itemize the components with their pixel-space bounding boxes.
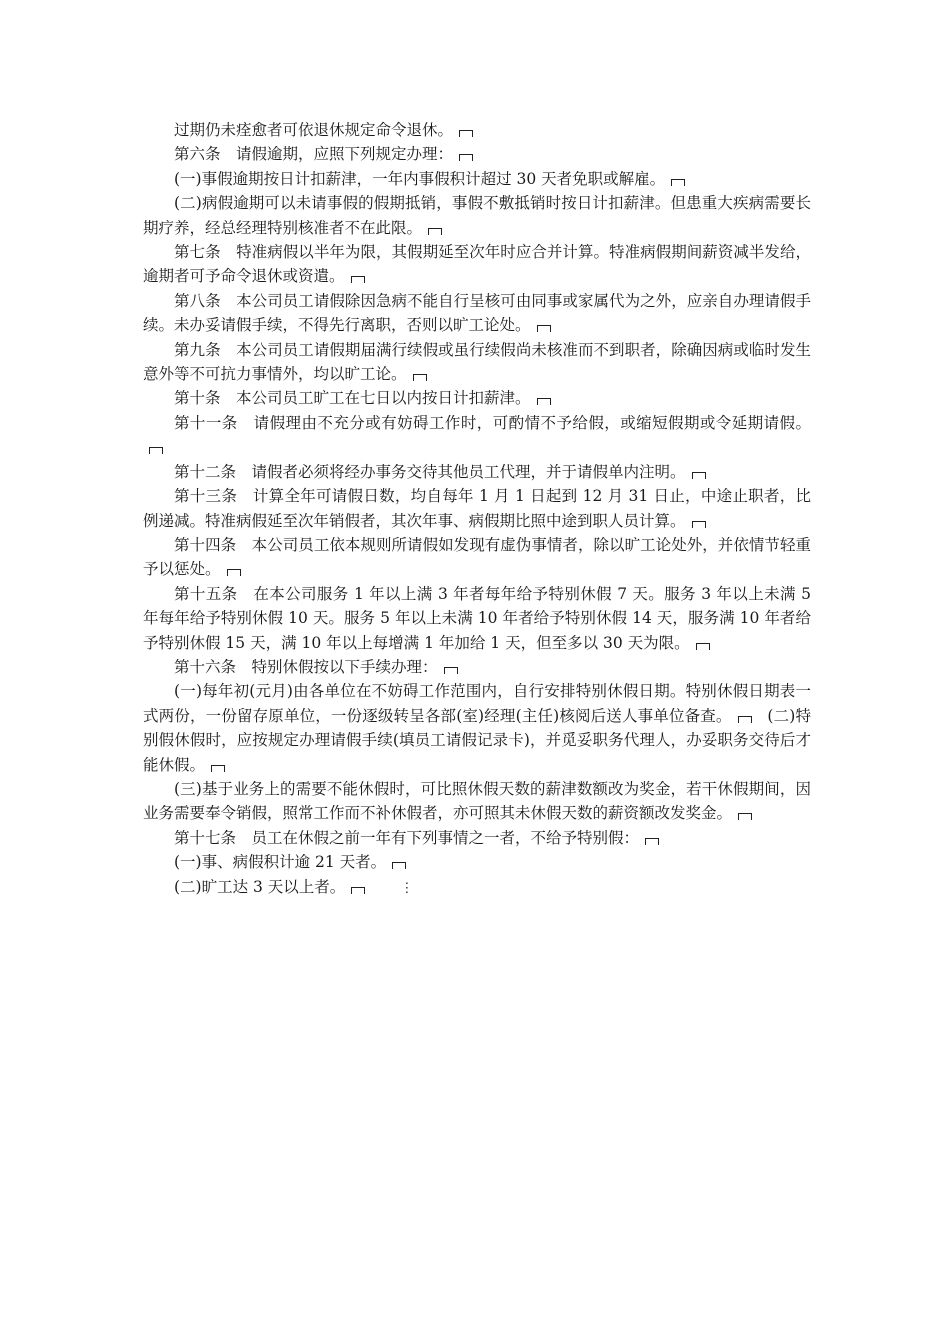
paragraph-mark-icon (537, 398, 551, 405)
paragraph: 第十七条 员工在休假之前一年有下列事情之一者，不给予特别假： (143, 826, 811, 850)
paragraph-mark-icon (428, 228, 442, 235)
paragraph: (二)旷工达 3 天以上者。 ⋮ (143, 875, 811, 901)
paragraph-mark-icon (459, 154, 473, 161)
paragraph-mark-icon (444, 667, 458, 674)
paragraph: 第十五条 在本公司服务 1 年以上满 3 年者每年给予特别休假 7 天。服务 3 年以上未满 5 年每年给予特别休假 10 天。服务 5 年以上未满 10 年者给予特别休假 14 天，服务满 10 年者给予特别休假 15 天，满 10 年以上每增满 1 年加给 1 天，但至多以 30 天为限。 (143, 584, 811, 652)
paragraph: (三)基于业务上的需要不能休假时，可比照休假天数的薪津数额改为奖金，若干休假期间，因业务需要奉令销假，照常工作而不补休假者，亦可照其未休假天数的薪资额改发奖金。 (143, 779, 811, 823)
paragraph-mark-icon (227, 569, 241, 576)
paragraph: (一)事、病假积计逾 21 天者。 (143, 850, 811, 874)
document-body (143, 118, 811, 901)
paragraph: 第十一条 请假理由不充分或有妨碍工作时，可酌情不予给假，或缩短假期或令延期请假。 (143, 411, 811, 460)
paragraph: 第十条 本公司员工旷工在七日以内按日计扣薪津。 (143, 386, 811, 410)
paragraph: (二)病假逾期可以未请事假的假期抵销，事假不敷抵销时按日计扣薪津。但患重大疾病需要长期疗养，经总经理特别核准者不在此限。 (143, 194, 811, 237)
paragraph-mark-icon (738, 716, 752, 723)
paragraph: (一)事假逾期按日计扣薪津，一年内事假积计超过 30 天者免职或解雇。 (143, 167, 811, 191)
paragraph-mark-icon (537, 325, 551, 332)
paragraph: 第七条 特准病假以半年为限，其假期延至次年时应合并计算。特准病假期间薪资减半发给，逾期者可予命令退休或资遣。 (143, 243, 811, 286)
paragraph: 过期仍未痊愈者可依退休规定命令退休。 (143, 118, 811, 142)
paragraph-mark-icon (351, 276, 365, 283)
paragraph: 第十六条 特别休假按以下手续办理： (143, 655, 811, 679)
paragraph-mark-icon (413, 374, 427, 381)
paragraph: 第九条 本公司员工请假期届满行续假或虽行续假尚未核准而不到职者，除确因病或临时发生意外等不可抗力事情外，均以旷工论。 (143, 340, 811, 384)
paragraph: 第十二条 请假者必须将经办事务交待其他员工代理，并于请假单内注明。 (143, 460, 811, 484)
paragraph-mark-icon (645, 838, 659, 845)
paragraph-mark-icon (392, 862, 406, 869)
paragraph: 第十四条 本公司员工依本规则所请假如发现有虚伪事情者，除以旷工论处外，并依情节轻重予以惩处。 (143, 535, 811, 579)
paragraph-mark-icon (459, 130, 473, 137)
paragraph: 第十三条 计算全年可请假日数，均自每年 1 月 1 日起到 12 月 31 日止，中途止职者，比例递减。特准病假延至次年销假者，其次年事、病假期比照中途到职人员计算。 (143, 487, 811, 530)
paragraph-mark-icon (211, 765, 225, 772)
paragraph-mark-icon (692, 472, 706, 479)
paragraph-mark-icon (351, 887, 365, 894)
paragraph-mark-icon (692, 521, 706, 528)
paragraph: 第六条 请假逾期，应照下列规定办理： (143, 142, 811, 166)
paragraph-mark-icon (671, 179, 685, 186)
paragraph-mark-icon (738, 813, 752, 820)
paragraph: (一)每年初(元月)由各单位在不妨碍工作范围内，自行安排特别休假日期。特别休假日期表一式两份，一份留存原单位，一份逐级转呈各部(室)经理(主任)核阅后送人事单位备查。 (二)特别假休假时，应按规定办理请假手续(填员工请假记录卡)，并觅妥职务代理人，办妥职务交待后才能休假。 (143, 682, 811, 774)
paragraph: 第八条 本公司员工请假除因急病不能自行呈核可由同事或家属代为之外，应亲自办理请假手续。未办妥请假手续，不得先行离职，否则以旷工论处。 (143, 291, 811, 335)
paragraph-mark-icon (696, 643, 710, 650)
vertical-dots-icon: ⋮ (400, 880, 414, 896)
paragraph-mark-icon (149, 447, 163, 454)
